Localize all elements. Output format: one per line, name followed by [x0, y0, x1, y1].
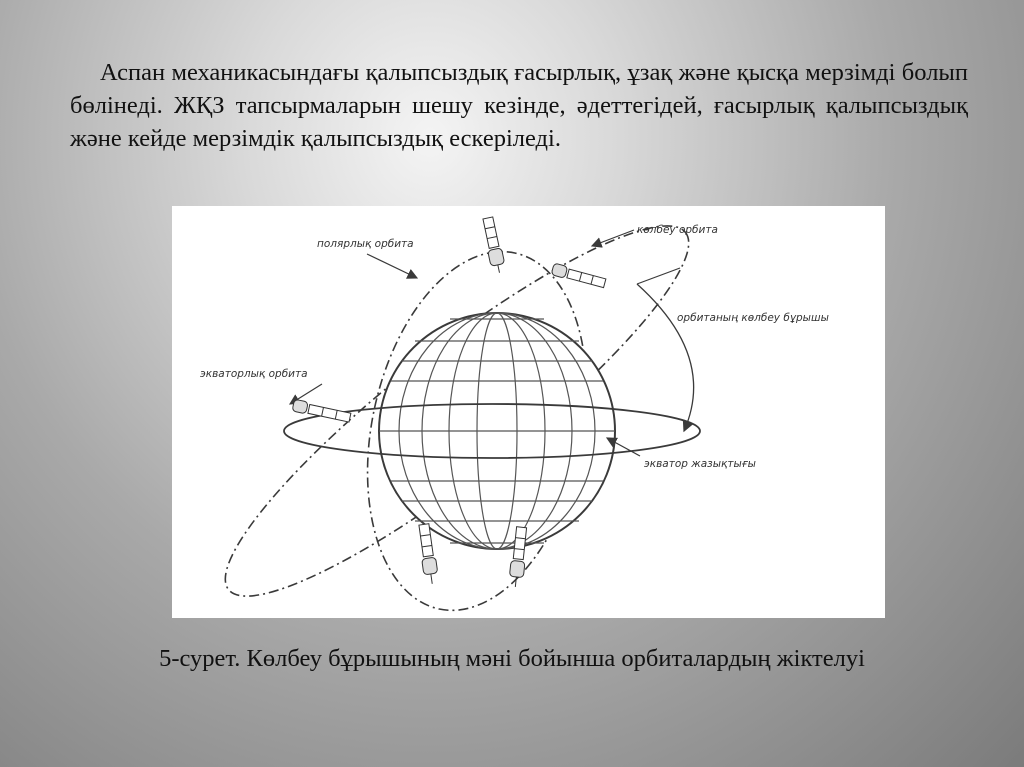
label-equatorial-orbit: экваторлық орбита [200, 368, 308, 380]
satellite-icon [481, 217, 506, 275]
arrow-icon [592, 230, 634, 246]
inclination-angle-arc [637, 268, 694, 431]
globe-icon [379, 313, 615, 549]
orbit-diagram [172, 206, 885, 618]
label-inclination-angle: орбитаның көлбеу бұрышы [677, 312, 829, 324]
figure-caption: 5-сурет. Көлбеу бұрышының мәні бойынша орбиталардың жіктелуі [159, 645, 865, 672]
orbit-diagram-svg [172, 206, 885, 618]
body-paragraph: Аспан механикасындағы қалыпсыздық ғасырлық, ұзақ және қысқа мерзімді болып бөлінеді. ЖҚЗ тапсырмаларын шешу кезінде, әдеттегідей, ғасырлық қалыпсыздық және кейде мерзімдік қалыпсыздық ескеріледі. [70, 59, 968, 152]
label-equator-plane: экватор жазықтығы [644, 458, 756, 470]
label-polar-orbit: полярлық орбита [317, 238, 414, 250]
arrow-icon [367, 254, 417, 278]
label-inclined-orbit: көлбеу орбита [637, 224, 718, 236]
